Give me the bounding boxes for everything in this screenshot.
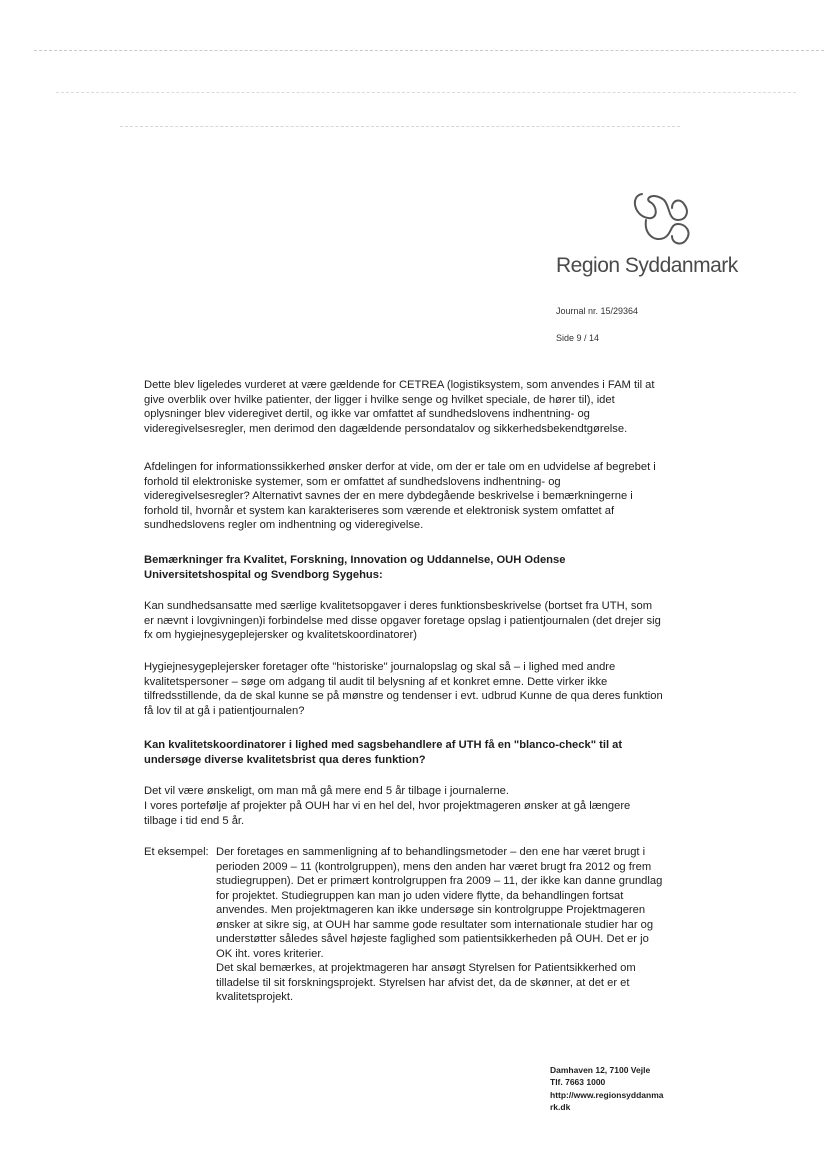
paragraph-question: Kan kvalitetskoordinatorer i lighed med sagsbehandlere af UTH få en "blanco-check" til at undersøge diverse kvalitetsbrist qua deres funktion? xyxy=(144,739,623,766)
website-link[interactable]: rk.dk xyxy=(550,1102,571,1113)
address-block xyxy=(550,1064,680,1114)
scan-artifact-line xyxy=(34,50,824,51)
example-text: Det skal bemærkes, at projektmageren har ansøgt Styrelsen for Patientsikkerhed om tilladelse til sit forskningsprojekt. Styrelsen har afvist det, da de skønner, at det er et kvalitetsprojekt. xyxy=(216,962,636,1003)
scan-artifact-line xyxy=(120,126,680,127)
paragraph: Kan sundhedsansatte med særlige kvalitetsopgaver i deres funktionsbeskrivelse (bortset fra UTH, som er nævnt i lovgivningen)i forbindelse med disse opgaver foretage opslag i patientjournalen (det drejer sig fx om hygiejnesygeplejersker og kvalitetskoordinatorer) xyxy=(144,600,661,641)
logo-text: Region Syddanmark xyxy=(556,254,738,277)
website-link[interactable]: http://www.regionsyddanma xyxy=(550,1089,664,1100)
phone-line: Tlf. 7663 1000 xyxy=(550,1077,606,1088)
example-body xyxy=(216,845,668,1005)
address-line: Damhaven 12, 7100 Vejle xyxy=(550,1065,651,1075)
paragraph: I vores portefølje af projekter på OUH har vi en hel del, hvor projektmageren ønsker at gå længere tilbage i tid end 5 år. xyxy=(144,800,631,827)
region-logo-icon xyxy=(628,190,700,255)
paragraph: Dette blev ligeledes vurderet at være gældende for CETREA (logistiksystem, som anvendes i FAM til at give overblik over hvilke patienter, der ligger i hvilke senge og hvilket speciale, de hører til), idet oplysninger blev videregivet dertil, og ikke var omfattet af sundhedslovens indhentning- og videregivelsesregler, men derimod den dagældende persondatalov og sikkerhedsbekendtgørelse. xyxy=(144,379,655,435)
paragraph: Det vil være ønskeligt, om man må gå mere end 5 år tilbage i journalerne. xyxy=(144,785,510,797)
paragraph: Hygiejnesygeplejersker foretager ofte "historiske" journalopslag og skal så – i lighed med andre kvalitetspersoner – søge om adgang til audit til belysning af et konkret emne. Dette virker ikke tilfredsstillende, da de skal kunne se på mønstre og tendenser i evt. udbrud Kunne de qua deres funktion få lov til at gå i patientjournalen? xyxy=(144,661,663,717)
section-heading: Bemærkninger fra Kvalitet, Forskning, Innovation og Uddannelse, OUH Odense Universitetshospital og Svendborg Sygehus: xyxy=(144,554,566,581)
example-text: Der foretages en sammenligning af to behandlingsmetoder – den ene har været brugt i perioden 2009 – 11 (kontrolgruppen), mens den anden har været brugt fra 2012 og frem studiegruppen). Det er primært kontrolgruppen fra 2009 – 11, der ikke kan danne grundlag for projektet. Studiegruppen kan man jo uden videre flytte, da behandlingen fortsat anvendes. Men projektmageren kan ikke undersøge sin kontrolgruppe Projektmageren ønsker at sikre sig, at OUH har samme gode resultater som internationale studier har og understøtter således såvel højeste faglighed som patientsikkerheden på OUH. Det er jo OK iht. vores kriterier. xyxy=(216,846,663,960)
journal-number: Journal nr. 15/29364 xyxy=(556,306,639,316)
scan-artifact-line xyxy=(56,92,796,93)
example-label: Et eksempel: xyxy=(144,846,209,858)
page-number: Side 9 / 14 xyxy=(556,333,600,343)
paragraph: Afdelingen for informationssikkerhed ønsker derfor at vide, om der er tale om en udvidelse af begrebet i forhold til elektroniske systemer, som er omfattet af sundhedslovens indhentning- og videregivelsesregler? Alternativt savnes der en mere dybdegående beskrivelse i bemærkningerne i forhold til, hvornår et system kan karakteriseres som værende et elektronisk system omfattet af sundhedslovens regler om indhentning og videregivelse. xyxy=(144,461,656,531)
